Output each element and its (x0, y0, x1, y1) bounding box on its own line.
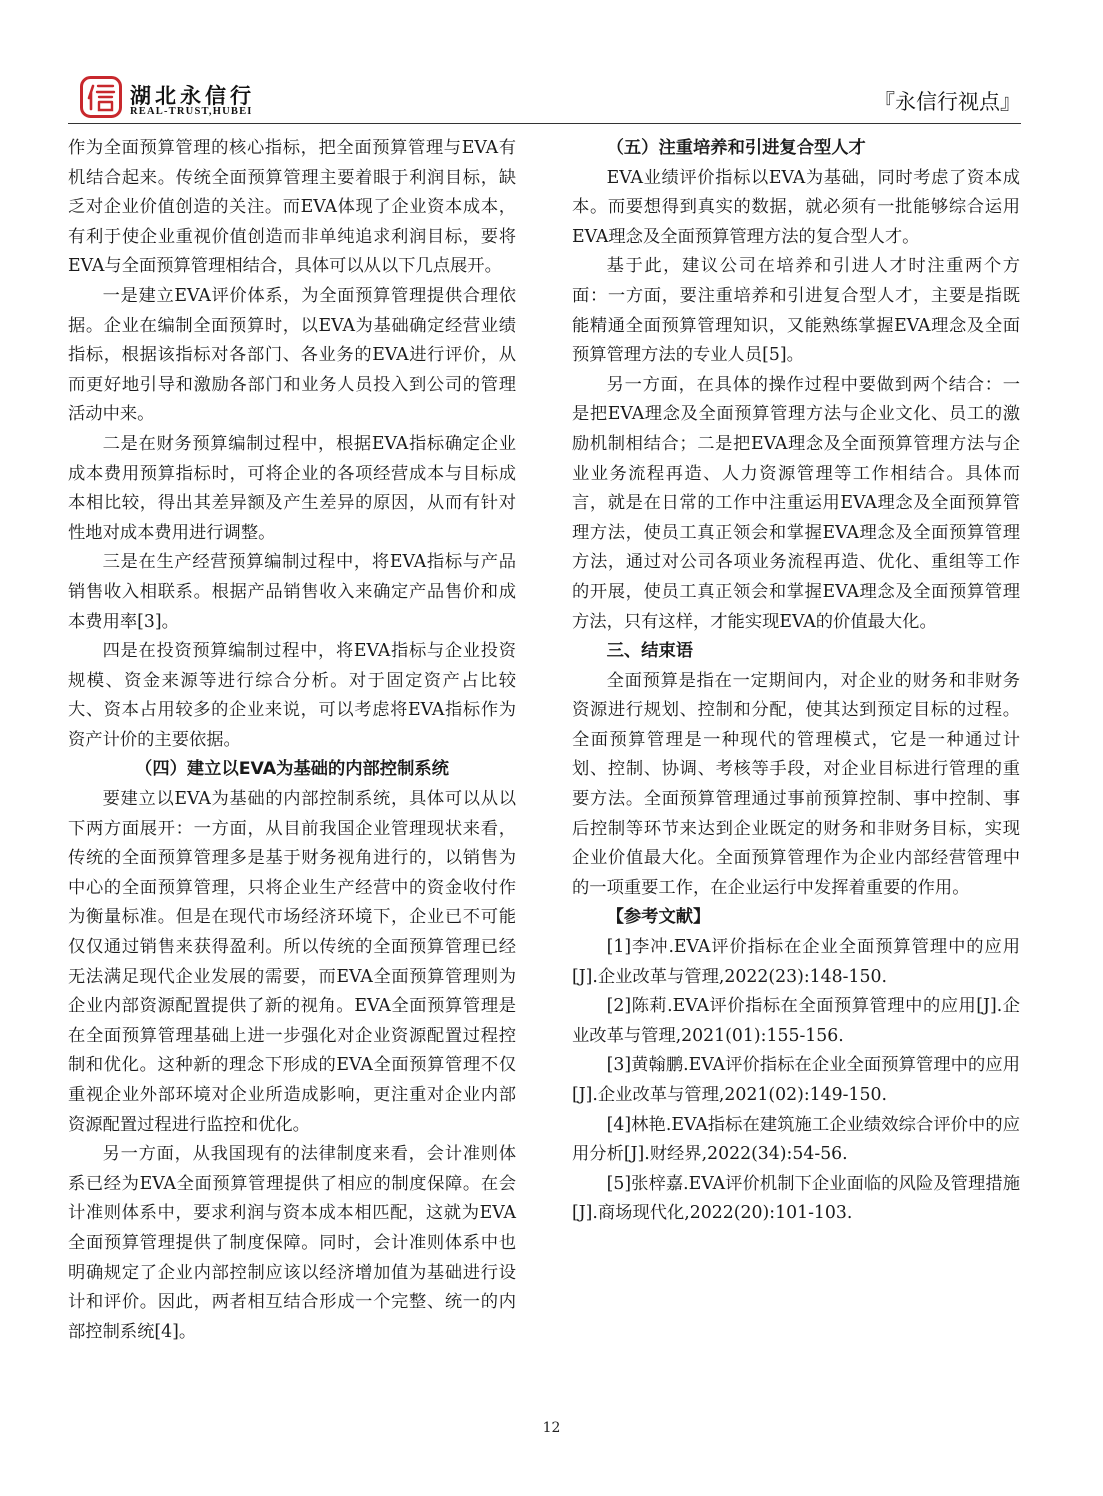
page-number: 12 (542, 1420, 561, 1436)
paragraph: 作为全面预算管理的核心指标，把全面预算管理与EVA有机结合起来。传统全面预算管理主要着眼于利润目标，缺乏对企业价值创造的关注。而EVA体现了企业资本成本，有利于使企业重视价值创造而非单纯追求利润目标，要将EVA与全面预算管理相结合，具体可以从以下几点展开。 (68, 138, 516, 277)
paragraph: 一是建立EVA评价体系，为全面预算管理提供合理依据。企业在编制全面预算时，以EVA为基础确定经营业绩指标，根据该指标对各部门、各业务的EVA进行评价，从而更好地引导和激励各部门和业务人员投入到公司的管理活动中来。 (68, 285, 516, 425)
company-logo (80, 76, 290, 120)
page-header (0, 0, 1103, 125)
references-heading: 【参考文献】 (606, 907, 711, 928)
reference-item: [4]林艳.EVA指标在建筑施工企业绩效综合评价中的应用分析[J].财经界,2022(34):54-56. (572, 1114, 1020, 1165)
column-title: 『永信行视点』 (874, 90, 1021, 114)
paragraph: 二是在财务预算编制过程中，根据EVA指标确定企业成本费用预算指标时，可将企业的各项经营成本与目标成本相比较，得出其差异额及产生差异的原因，从而有针对性地对成本费用进行调整。 (68, 433, 516, 543)
paragraph: 要建立以EVA为基础的内部控制系统，具体可以从以下两方面展开：一方面，从目前我国企业管理现状来看，传统的全面预算管理多是基于财务视角进行的，以销售为中心的全面预算管理，只将企业生产经营中的资金收付作为衡量标准。但是在现代市场经济环境下，企业已不可能仅仅通过销售来获得盈利。所以传统的全面预算管理已经无法满足现代企业发展的需要，而EVA全面预算管理则为企业内部资源配置提供了新的视角。EVA全面预算管理是在全面预算管理基础上进一步强化对企业资源配置过程控制和优化。这种新的理念下形成的EVA全面预算管理不仅重视企业外部环境对企业所造成影响，更注重对企业内部资源配置过程进行监控和优化。 (68, 789, 516, 1135)
paragraph: 另一方面，从我国现有的法律制度来看，会计准则体系已经为EVA全面预算管理提供了相应的制度保障。在会计准则体系中，要求利润与资本成本相匹配，这就为EVA全面预算管理提供了制度保障。同时，会计准则体系中也明确规定了企业内部控制应该以经济增加值为基础进行设计和评价。因此，两者相互结合形成一个完整、统一的内部控制系统[4]。 (68, 1144, 516, 1342)
reference-item: [5]张梓嘉.EVA评价机制下企业面临的风险及管理措施[J].商场现代化,2022(20):101-103. (572, 1173, 1020, 1224)
section-heading: 三、结束语 (606, 641, 694, 662)
logo-english-name: REAL-TRUST,HUBEI (130, 106, 253, 117)
reference-item: [3]黄翰鹏.EVA评价指标在企业全面预算管理中的应用[J].企业改革与管理,2021(02):149-150. (572, 1055, 1020, 1105)
logo-chinese-name: 湖北永信行 (130, 84, 255, 108)
paragraph: 三是在生产经营预算编制过程中，将EVA指标与产品销售收入相联系。根据产品销售收入来确定产品售价和成本费用率[3]。 (68, 552, 516, 632)
right-column (572, 134, 1020, 1229)
paragraph: 全面预算是指在一定期间内，对企业的财务和非财务资源进行规划、控制和分配，使其达到预定目标的过程。全面预算管理是一种现代的管理模式，它是一种通过计划、控制、协调、考核等手段，对企业目标进行管理的重要方法。全面预算管理通过事前预算控制、事中控制、事后控制等环节来达到企业既定的财务和非财务目标，实现企业价值最大化。全面预算管理作为企业内部经营管理中的一项重要工作，在企业运行中发挥着重要的作用。 (572, 670, 1020, 898)
left-column (68, 134, 516, 1347)
paragraph: 四是在投资预算编制过程中，将EVA指标与企业投资规模、资金来源等进行综合分析。对于固定资产占比较大、资本占用较多的企业来说，可以考虑将EVA指标作为资产计价的主要依据。 (68, 641, 516, 750)
header-divider (68, 123, 1021, 124)
reference-item: [2]陈莉.EVA评价指标在全面预算管理中的应用[J].企业改革与管理,2021(01):155-156. (572, 996, 1020, 1046)
section-heading: （四）建立以EVA为基础的内部控制系统 (135, 759, 449, 780)
seal-logo-icon (80, 76, 122, 118)
reference-item: [1]李冲.EVA评价指标在企业全面预算管理中的应用[J].企业改革与管理,2022(23):148-150. (572, 937, 1020, 987)
section-heading: （五）注重培养和引进复合型人才 (606, 138, 866, 158)
paragraph: 基于此，建议公司在培养和引进人才时注重两个方面：一方面，要注重培养和引进复合型人才，主要是指既能精通全面预算管理知识，又能熟练掌握EVA理念及全面预算管理方法的专业人员[5]。 (572, 256, 1020, 366)
paragraph: EVA业绩评价指标以EVA为基础，同时考虑了资本成本。而要想得到真实的数据，就必须有一批能够综合运用EVA理念及全面预算管理方法的复合型人才。 (572, 167, 1020, 247)
paragraph: 另一方面，在具体的操作过程中要做到两个结合：一是把EVA理念及全面预算管理方法与企业文化、员工的激励机制相结合；二是把EVA理念及全面预算管理方法与企业业务流程再造、人力资源管理等工作相结合。具体而言，就是在日常的工作中注重运用EVA理念及全面预算管理方法，使员工真正领会和掌握EVA理念及全面预算管理方法，通过对公司各项业务流程再造、优化、重组等工作的开展，使员工真正领会和掌握EVA理念及全面预算管理方法，只有这样，才能实现EVA的价值最大化。 (572, 374, 1020, 632)
